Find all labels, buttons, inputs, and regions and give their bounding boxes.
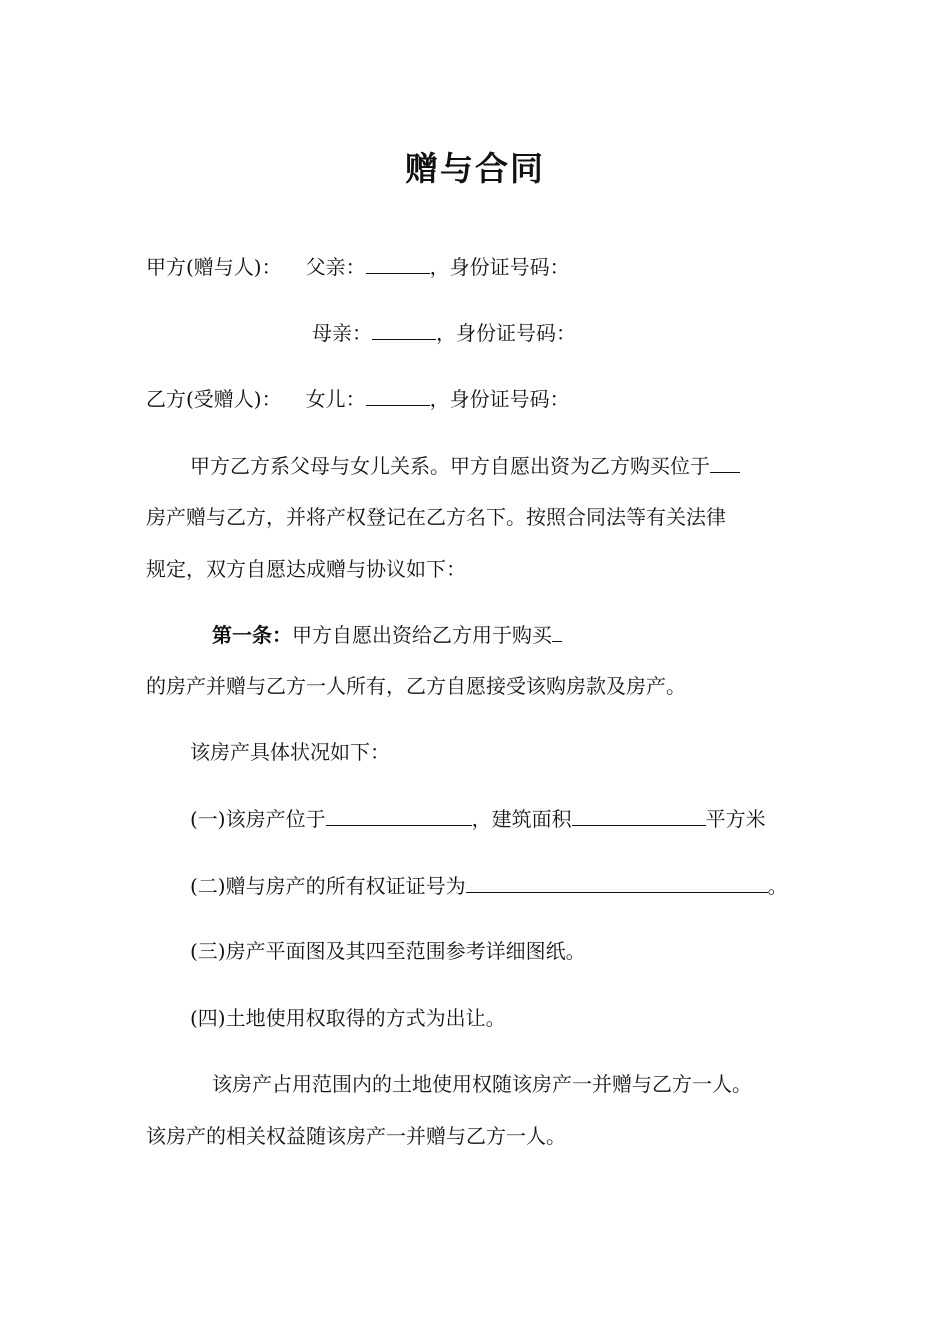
party-a-mother-line bbox=[312, 319, 576, 346]
article1-text-1: 甲方自愿出资给乙方用于购买 bbox=[292, 623, 552, 647]
daughter-label: 女儿： bbox=[305, 387, 366, 411]
item1-unit: 平方米 bbox=[705, 807, 766, 831]
document-title: 赠与合同 bbox=[405, 149, 545, 188]
party-b-label: 乙方(受赠人)： bbox=[146, 387, 282, 411]
detail-item-2 bbox=[190, 872, 788, 899]
party-a-father-line bbox=[146, 253, 570, 280]
detail-item-4: (四)土地使用权取得的方式为出让。 bbox=[190, 1006, 506, 1030]
certificate-number-blank bbox=[466, 872, 768, 893]
mother-name-blank bbox=[372, 319, 436, 340]
intro-line-3: 规定，双方自愿达成赠与协议如下： bbox=[146, 557, 466, 581]
father-name-blank bbox=[366, 253, 430, 274]
mother-label: 母亲： bbox=[312, 321, 372, 345]
location-blank bbox=[710, 452, 740, 473]
party-b-line bbox=[146, 385, 570, 412]
party-a-label: 甲方(赠与人)： bbox=[146, 255, 282, 279]
mother-id-label: ，身份证号码： bbox=[436, 321, 576, 345]
daughter-id-label: ，身份证号码： bbox=[429, 387, 570, 411]
detail-item-1 bbox=[190, 805, 766, 832]
daughter-name-blank bbox=[366, 385, 430, 406]
item1-location-label: (一)该房产位于 bbox=[190, 807, 326, 831]
intro-line-1 bbox=[190, 452, 740, 479]
detail-item-3: (三)房产平面图及其四至范围参考详细图纸。 bbox=[190, 939, 586, 963]
intro-text-1: 甲方乙方系父母与女儿关系。甲方自愿出资为乙方购买位于 bbox=[190, 454, 710, 478]
intro-line-2: 房产赠与乙方，并将产权登记在乙方名下。按照合同法等有关法律 bbox=[146, 505, 726, 529]
property-area-blank bbox=[572, 805, 706, 826]
father-label: 父亲： bbox=[305, 255, 366, 279]
father-id-label: ，身份证号码： bbox=[429, 255, 570, 279]
item1-area-label: ，建筑面积 bbox=[471, 807, 572, 831]
article1-line-2: 的房产并赠与乙方一人所有，乙方自愿接受该购房款及房产。 bbox=[146, 674, 686, 698]
item2-label: (二)赠与房产的所有权证证号为 bbox=[190, 874, 466, 898]
article1-heading: 第一条： bbox=[212, 623, 292, 647]
closing-line-2: 该房产的相关权益随该房产一并赠与乙方一人。 bbox=[146, 1124, 566, 1148]
item2-period: 。 bbox=[767, 874, 788, 898]
property-location-blank bbox=[326, 805, 472, 826]
details-intro: 该房产具体状况如下： bbox=[190, 740, 390, 764]
closing-line-1: 该房产占用范围内的土地使用权随该房产一并赠与乙方一人。 bbox=[212, 1072, 752, 1096]
purchase-blank bbox=[552, 621, 562, 642]
article1-line-1 bbox=[212, 621, 562, 648]
